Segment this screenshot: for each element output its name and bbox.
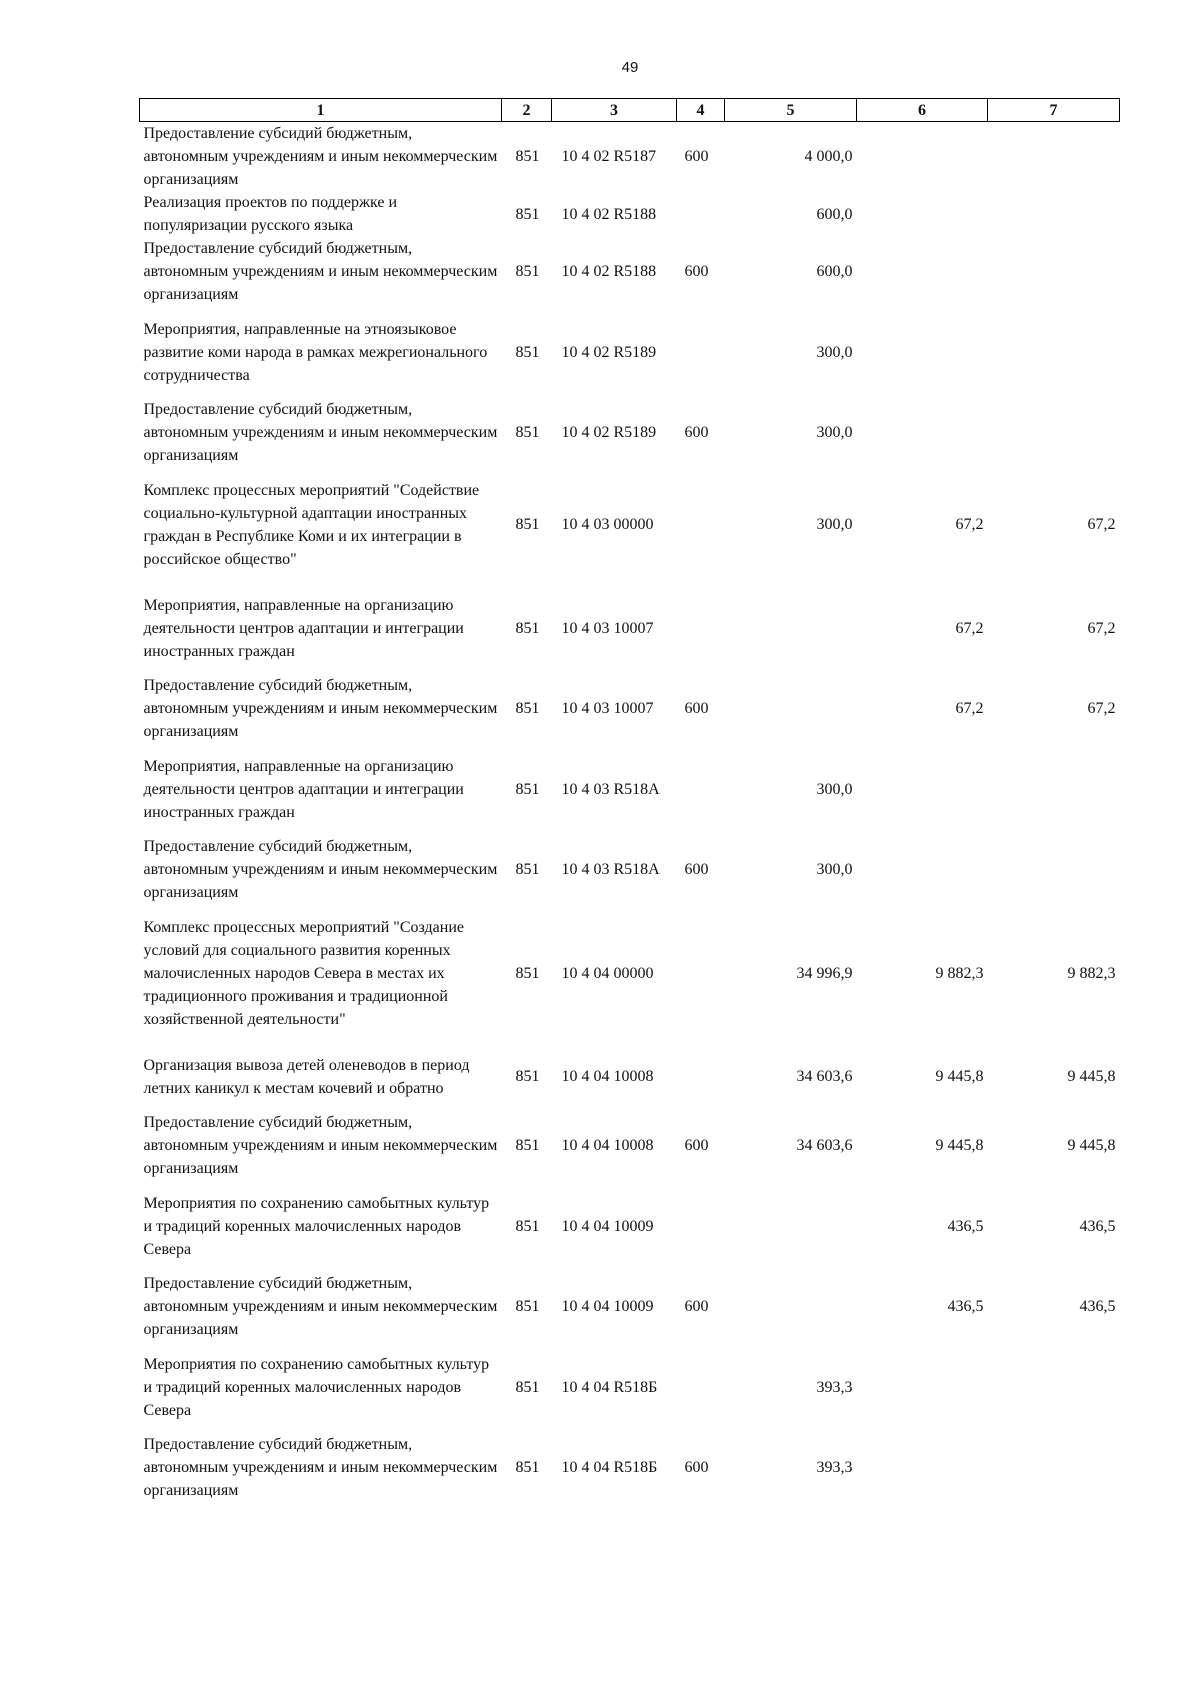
row-amount-col7-cell: 9 445,8 bbox=[1067, 1137, 1116, 1154]
row-amount-col6-cell bbox=[857, 398, 988, 467]
row-amount-col6-cell: 9 445,8 bbox=[935, 1137, 984, 1154]
header-col-4: 4 bbox=[677, 99, 725, 122]
header-row bbox=[140, 99, 1120, 122]
row-target-code-cell: 10 4 02 R5188 bbox=[561, 263, 657, 280]
row-admin-code-cell: 851 bbox=[515, 780, 540, 798]
row-amount-col5-cell: 34 603,6 bbox=[796, 1137, 853, 1154]
row-amount-col5-cell bbox=[725, 674, 857, 743]
row-target-code-cell: 10 4 04 00000 bbox=[561, 964, 654, 982]
row-amount-col5-cell: 300,0 bbox=[816, 780, 853, 798]
row-amount-col7-cell bbox=[988, 237, 1120, 306]
row-name-cell: Мероприятия, направленные на этноязыковое развитие коми народа в рамках межрегионального сотрудничества bbox=[143, 320, 488, 384]
row-amount-col6-cell bbox=[857, 122, 988, 192]
table-row bbox=[140, 835, 1120, 904]
row-amount-col5-cell bbox=[725, 582, 857, 674]
row-amount-col5-cell: 34 996,9 bbox=[796, 964, 853, 982]
table-row bbox=[140, 582, 1120, 674]
row-expense-type-cell: 600 bbox=[684, 700, 709, 717]
row-target-code-cell: 10 4 04 R518Б bbox=[561, 1378, 658, 1396]
row-expense-type-cell bbox=[677, 1341, 725, 1433]
header-col-6: 6 bbox=[857, 99, 988, 122]
row-expense-type-cell: 600 bbox=[684, 1137, 709, 1154]
row-amount-col5-cell: 4 000,0 bbox=[804, 148, 853, 165]
row-amount-col7-cell bbox=[988, 743, 1120, 835]
row-expense-type-cell: 600 bbox=[684, 1298, 709, 1315]
header-col-2: 2 bbox=[502, 99, 552, 122]
row-target-code-cell: 10 4 04 10009 bbox=[561, 1298, 654, 1315]
row-expense-type-cell bbox=[677, 743, 725, 835]
row-name-cell: Предоставление субсидий бюджетным, автономным учреждениям и иным некоммерческим организациям bbox=[143, 125, 498, 188]
row-name-cell: Мероприятия по сохранению самобытных культур и традиций коренных малочисленных народов Севера bbox=[143, 1355, 490, 1419]
row-amount-col6-cell bbox=[857, 1433, 988, 1502]
table-row bbox=[140, 306, 1120, 398]
row-amount-col7-cell: 67,2 bbox=[1087, 619, 1116, 637]
row-admin-code-cell: 851 bbox=[515, 1137, 540, 1154]
row-admin-code-cell: 851 bbox=[515, 1459, 540, 1476]
table-row bbox=[140, 743, 1120, 835]
row-amount-col7-cell bbox=[988, 191, 1120, 237]
table-row bbox=[140, 1272, 1120, 1341]
table-row bbox=[140, 467, 1120, 582]
row-target-code-cell: 10 4 04 10009 bbox=[561, 1217, 654, 1235]
row-admin-code-cell: 851 bbox=[515, 1217, 540, 1235]
row-target-code-cell: 10 4 04 10008 bbox=[561, 1068, 654, 1085]
row-amount-col7-cell bbox=[988, 835, 1120, 904]
row-amount-col6-cell bbox=[857, 237, 988, 306]
header-col-3: 3 bbox=[552, 99, 677, 122]
row-amount-col6-cell: 67,2 bbox=[955, 700, 984, 717]
row-amount-col7-cell bbox=[988, 1341, 1120, 1433]
row-admin-code-cell: 851 bbox=[515, 964, 540, 982]
row-name-cell: Предоставление субсидий бюджетным, автономным учреждениям и иным некоммерческим организациям bbox=[143, 401, 498, 464]
row-target-code-cell: 10 4 03 10007 bbox=[561, 619, 654, 637]
row-name-cell: Мероприятия, направленные на организацию деятельности центров адаптации и интеграции иностранных граждан bbox=[143, 757, 464, 821]
row-amount-col5-cell: 393,3 bbox=[816, 1378, 853, 1396]
row-admin-code-cell: 851 bbox=[515, 205, 540, 223]
row-target-code-cell: 10 4 04 10008 bbox=[561, 1137, 654, 1154]
row-amount-col7-cell bbox=[988, 398, 1120, 467]
row-expense-type-cell bbox=[677, 306, 725, 398]
row-amount-col6-cell bbox=[857, 743, 988, 835]
row-expense-type-cell: 600 bbox=[684, 861, 709, 878]
row-expense-type-cell bbox=[677, 467, 725, 582]
row-amount-col7-cell bbox=[988, 306, 1120, 398]
row-amount-col5-cell: 600,0 bbox=[816, 205, 853, 223]
row-amount-col7-cell: 436,5 bbox=[1079, 1217, 1116, 1235]
row-amount-col5-cell: 600,0 bbox=[816, 263, 853, 280]
row-amount-col7-cell: 9 882,3 bbox=[1067, 964, 1116, 982]
row-amount-col7-cell: 436,5 bbox=[1079, 1298, 1116, 1315]
row-amount-col5-cell: 300,0 bbox=[816, 516, 853, 533]
row-expense-type-cell: 600 bbox=[684, 424, 709, 441]
row-expense-type-cell bbox=[677, 1180, 725, 1272]
table-row bbox=[140, 1111, 1120, 1180]
table-row bbox=[140, 1042, 1120, 1111]
row-amount-col5-cell: 393,3 bbox=[816, 1459, 853, 1476]
table-row bbox=[140, 674, 1120, 743]
row-amount-col5-cell bbox=[725, 1272, 857, 1341]
row-amount-col6-cell: 67,2 bbox=[955, 516, 984, 533]
row-amount-col6-cell: 436,5 bbox=[947, 1298, 984, 1315]
row-amount-col5-cell: 300,0 bbox=[816, 424, 853, 441]
row-name-cell: Организация вывоза детей оленеводов в период летних каникул к местам кочевий и обратно bbox=[143, 1056, 470, 1097]
row-target-code-cell: 10 4 02 R5187 bbox=[561, 148, 657, 165]
row-target-code-cell: 10 4 04 R518Б bbox=[561, 1459, 658, 1476]
row-expense-type-cell: 600 bbox=[684, 148, 709, 165]
row-admin-code-cell: 851 bbox=[515, 1068, 540, 1085]
row-admin-code-cell: 851 bbox=[515, 343, 540, 361]
row-name-cell: Комплекс процессных мероприятий "Создание условий для социального развития коренных малочисленных народов Севера в местах их традиционного проживания и традиционной хозяйственной деятельности" bbox=[143, 918, 464, 1028]
row-amount-col7-cell bbox=[988, 1433, 1120, 1502]
header-col-7: 7 bbox=[988, 99, 1120, 122]
row-amount-col7-cell: 9 445,8 bbox=[1067, 1068, 1116, 1085]
row-target-code-cell: 10 4 03 00000 bbox=[561, 516, 654, 533]
row-target-code-cell: 10 4 02 R5188 bbox=[561, 205, 657, 223]
row-name-cell: Мероприятия, направленные на организацию деятельности центров адаптации и интеграции иностранных граждан bbox=[143, 596, 464, 660]
row-admin-code-cell: 851 bbox=[515, 861, 540, 878]
table-row bbox=[140, 1341, 1120, 1433]
row-target-code-cell: 10 4 03 R518А bbox=[561, 780, 660, 798]
table-header bbox=[140, 99, 1120, 122]
table-row bbox=[140, 122, 1120, 192]
row-amount-col6-cell: 67,2 bbox=[955, 619, 984, 637]
row-expense-type-cell bbox=[677, 191, 725, 237]
row-name-cell: Реализация проектов по поддержке и популяризации русского языка bbox=[143, 194, 398, 234]
table-body bbox=[140, 122, 1120, 1503]
table-row bbox=[140, 191, 1120, 237]
row-admin-code-cell: 851 bbox=[515, 1378, 540, 1396]
row-amount-col5-cell: 300,0 bbox=[816, 861, 853, 878]
row-admin-code-cell: 851 bbox=[515, 619, 540, 637]
row-admin-code-cell: 851 bbox=[515, 1298, 540, 1315]
row-name-cell: Комплекс процессных мероприятий "Содействие социально-культурной адаптации иностранных граждан в Республике Коми и их интеграции в российское общество" bbox=[143, 481, 480, 568]
budget-table bbox=[139, 98, 1120, 1502]
page-number: 49 bbox=[621, 59, 639, 76]
row-admin-code-cell: 851 bbox=[515, 700, 540, 717]
row-admin-code-cell: 851 bbox=[515, 148, 540, 165]
row-expense-type-cell: 600 bbox=[684, 263, 709, 280]
row-amount-col6-cell: 9 445,8 bbox=[935, 1068, 984, 1085]
row-name-cell: Предоставление субсидий бюджетным, автономным учреждениям и иным некоммерческим организациям bbox=[143, 1436, 498, 1499]
table-row bbox=[140, 237, 1120, 306]
row-target-code-cell: 10 4 03 10007 bbox=[561, 700, 654, 717]
row-expense-type-cell bbox=[677, 582, 725, 674]
row-target-code-cell: 10 4 02 R5189 bbox=[561, 424, 657, 441]
table-row bbox=[140, 398, 1120, 467]
table-row bbox=[140, 1433, 1120, 1502]
row-amount-col6-cell: 436,5 bbox=[947, 1217, 984, 1235]
row-amount-col5-cell bbox=[725, 1180, 857, 1272]
row-name-cell: Предоставление субсидий бюджетным, автономным учреждениям и иным некоммерческим организациям bbox=[143, 677, 498, 740]
row-amount-col6-cell: 9 882,3 bbox=[935, 964, 984, 982]
header-col-1: 1 bbox=[140, 99, 502, 122]
table-row bbox=[140, 904, 1120, 1042]
row-amount-col7-cell: 67,2 bbox=[1087, 700, 1116, 717]
row-target-code-cell: 10 4 03 R518А bbox=[561, 861, 660, 878]
table-row bbox=[140, 1180, 1120, 1272]
row-expense-type-cell: 600 bbox=[684, 1459, 709, 1476]
row-amount-col6-cell bbox=[857, 1341, 988, 1433]
row-expense-type-cell bbox=[677, 904, 725, 1042]
row-name-cell: Предоставление субсидий бюджетным, автономным учреждениям и иным некоммерческим организациям bbox=[143, 1114, 498, 1177]
row-amount-col5-cell: 300,0 bbox=[816, 343, 853, 361]
row-name-cell: Предоставление субсидий бюджетным, автономным учреждениям и иным некоммерческим организациям bbox=[143, 1275, 498, 1338]
row-amount-col6-cell bbox=[857, 835, 988, 904]
row-amount-col7-cell: 67,2 bbox=[1087, 516, 1116, 533]
row-admin-code-cell: 851 bbox=[515, 516, 540, 533]
row-admin-code-cell: 851 bbox=[515, 263, 540, 280]
header-col-5: 5 bbox=[725, 99, 857, 122]
row-name-cell: Мероприятия по сохранению самобытных культур и традиций коренных малочисленных народов Севера bbox=[143, 1194, 490, 1258]
row-amount-col6-cell bbox=[857, 306, 988, 398]
row-amount-col6-cell bbox=[857, 191, 988, 237]
row-expense-type-cell bbox=[677, 1042, 725, 1111]
row-admin-code-cell: 851 bbox=[515, 424, 540, 441]
row-amount-col5-cell: 34 603,6 bbox=[796, 1068, 853, 1085]
row-name-cell: Предоставление субсидий бюджетным, автономным учреждениям и иным некоммерческим организациям bbox=[143, 240, 498, 303]
row-amount-col7-cell bbox=[988, 122, 1120, 192]
row-name-cell: Предоставление субсидий бюджетным, автономным учреждениям и иным некоммерческим организациям bbox=[143, 838, 498, 901]
row-target-code-cell: 10 4 02 R5189 bbox=[561, 343, 657, 361]
